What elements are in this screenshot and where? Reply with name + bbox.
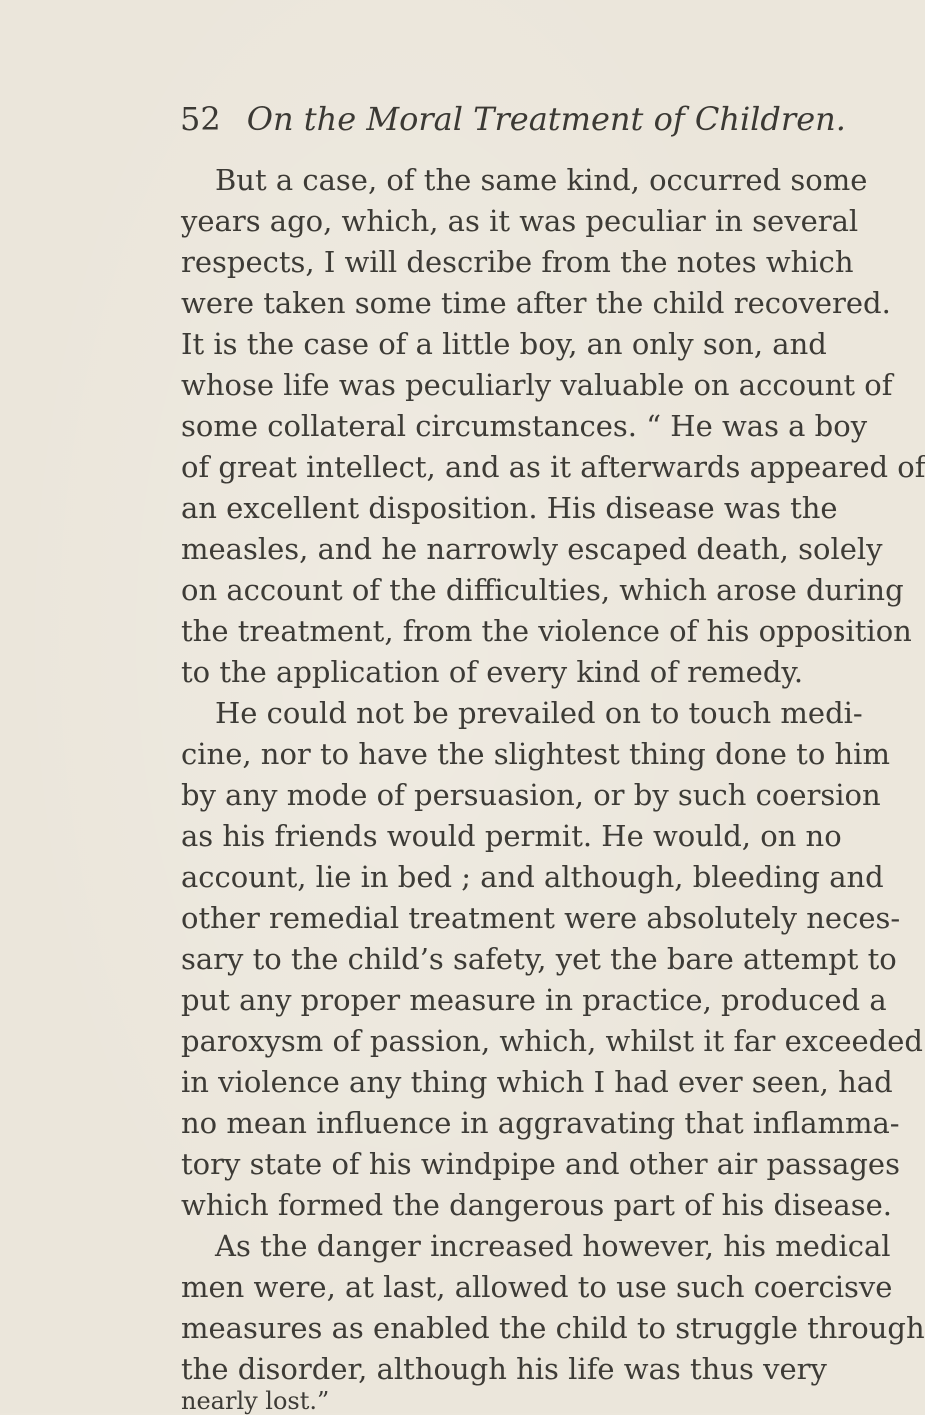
text-line: account, lie in bed ; and although, bleeding and: [181, 860, 884, 894]
text-line: some collateral circumstances. “ He was a boy: [181, 409, 868, 443]
text-line: respects, I will describe from the notes which: [181, 245, 854, 279]
text-line: on account of the difficulties, which arose during: [181, 573, 904, 607]
text-line: were taken some time after the child recovered.: [181, 286, 891, 320]
text-line: of great intellect, and as it afterwards appeared of: [181, 450, 925, 484]
text-line: tory state of his windpipe and other air passages: [181, 1147, 900, 1181]
text-line: an excellent disposition. His disease was the: [181, 491, 838, 525]
running-title: On the Moral Treatment of Children.: [246, 100, 846, 138]
text-line: no mean influence in aggravating that inflamma-: [181, 1106, 900, 1140]
text-line: cine, nor to have the slightest thing done to him: [181, 737, 890, 771]
text-line: whose life was peculiarly valuable on account of: [181, 368, 893, 402]
text-line: put any proper measure in practice, produced a: [181, 983, 887, 1017]
running-head: [180, 100, 846, 138]
text-line: years ago, which, as it was peculiar in several: [181, 204, 859, 238]
text-line: paroxysm of passion, which, whilst it far exceeded: [181, 1024, 923, 1058]
text-line: the disorder, although his life was thus very: [181, 1352, 827, 1386]
text-line: which formed the dangerous part of his disease.: [181, 1188, 892, 1222]
text-line: measures as enabled the child to struggle through: [181, 1311, 925, 1345]
text-line: to the application of every kind of remedy.: [181, 655, 804, 689]
text-line: As the danger increased however, his medical: [215, 1229, 891, 1263]
text-line: as his friends would permit. He would, on no: [181, 819, 842, 853]
page-number: 52: [180, 100, 221, 138]
text-line: sary to the child’s safety, yet the bare attempt to: [181, 942, 897, 976]
text-line: men were, at last, allowed to use such coercisve: [181, 1270, 893, 1304]
text-line: by any mode of persuasion, or by such coersion: [181, 778, 881, 812]
text-line: the treatment, from the violence of his opposition: [181, 614, 912, 648]
text-line: in violence any thing which I had ever seen, had: [181, 1065, 893, 1099]
text-line: other remedial treatment were absolutely neces-: [181, 901, 901, 935]
text-line: measles, and he narrowly escaped death, solely: [181, 532, 883, 566]
text-line: It is the case of a little boy, an only son, and: [181, 327, 827, 361]
text-line: But a case, of the same kind, occurred some: [215, 163, 868, 197]
text-line: He could not be prevailed on to touch medi-: [215, 696, 863, 730]
text-line: nearly lost.”: [181, 1387, 330, 1415]
